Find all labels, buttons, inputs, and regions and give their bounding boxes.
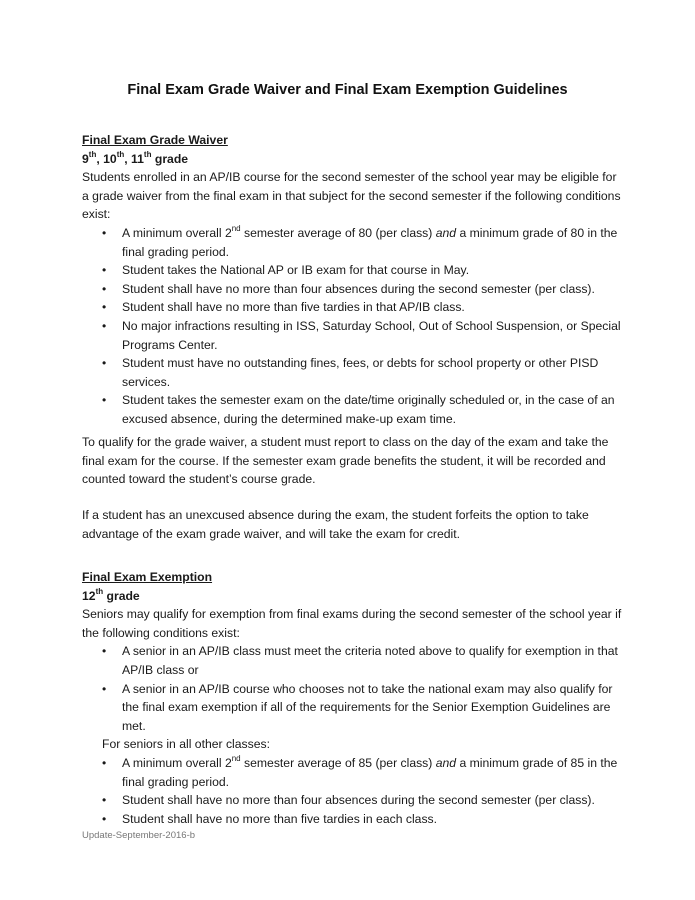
exemption-ap-ib-list [82, 642, 622, 735]
bullet-icon: • [102, 263, 107, 278]
list-item: • Student shall have no more than five tardies in that AP/IB class. [82, 298, 622, 317]
exemption-intro: Seniors may qualify for exemption from final exams during the second semester of the school year if the following conditions exist: [82, 607, 622, 640]
other-classes-label: For seniors in all other classes: [102, 737, 270, 752]
bullet-icon: • [102, 681, 107, 696]
grade-waiver-heading: Final Exam Grade Waiver [82, 133, 228, 147]
bullet-icon: • [102, 393, 107, 408]
list-item: • Student takes the National AP or IB exam for that course in May. [82, 261, 622, 280]
bullet-icon: • [102, 811, 107, 826]
bullet-icon: • [102, 644, 107, 659]
exemption-section [82, 568, 622, 828]
grade-waiver-grades: 9th, 10th, 11th grade [82, 149, 189, 166]
list-item: • A minimum overall 2nd semester average of 85 (per class) and a minimum grade of 85 in the final grading period. [102, 753, 618, 789]
list-item: • Student takes the semester exam on the date/time originally scheduled or, in the case of an excused absence, during the determined make-up exam time. [102, 393, 615, 426]
exemption-grade: 12th grade [82, 586, 140, 603]
grade-waiver-intro: Students enrolled in an AP/IB course for the second semester of the school year may be eligible for a grade waiver from the final exam in that subject for the second semester if the following conditions exist: [82, 170, 621, 222]
bullet-icon: • [102, 793, 107, 808]
list-item: • A minimum overall 2nd semester average of 80 (per class) and a minimum grade of 80 in the final grading period. [102, 223, 618, 259]
exemption-other-classes-list [82, 754, 622, 828]
grade-waiver-absence-paragraph: If a student has an unexcused absence during the exam, the student forfeits the option to take advantage of the exam grade waiver, and will take the exam for credit. [82, 508, 589, 541]
list-item: • A senior in an AP/IB course who chooses not to take the national exam may also qualify for the final exam exemption if all of the requirements for the Senior Exemption Guidelines are met. [102, 681, 613, 733]
grade-waiver-conditions-list [82, 224, 622, 429]
bullet-icon: • [102, 356, 107, 371]
list-item: • Student must have no outstanding fines, fees, or debts for school property or other PISD services. [102, 356, 599, 389]
footer-version: Update-September-2016-b [82, 830, 196, 841]
bullet-icon: • [102, 300, 107, 315]
bullet-icon: • [102, 318, 107, 333]
bullet-icon: • [102, 281, 107, 296]
list-item: • Student shall have no more than four absences during the second semester (per class). [82, 791, 622, 810]
page-title: Final Exam Grade Waiver and Final Exam Exemption Guidelines [127, 82, 568, 98]
bullet-icon: • [102, 225, 107, 240]
bullet-icon: • [102, 755, 107, 770]
grade-waiver-qualify-paragraph: To qualify for the grade waiver, a student must report to class on the day of the exam and take the final exam for the course. If the semester exam grade benefits the student, it will be recorded and counted toward the student’s course grade. [82, 435, 609, 487]
exemption-heading: Final Exam Exemption [82, 570, 213, 584]
list-item: • No major infractions resulting in ISS, Saturday School, Out of School Suspension, or Special Programs Center. [102, 318, 621, 352]
grade-waiver-section [82, 131, 622, 429]
list-item: • Student shall have no more than five tardies in each class. [82, 810, 622, 829]
list-item: • A senior in an AP/IB class must meet the criteria noted above to qualify for exemption in that AP/IB class or [102, 644, 618, 677]
list-item: • Student shall have no more than four absences during the second semester (per class). [82, 280, 622, 299]
